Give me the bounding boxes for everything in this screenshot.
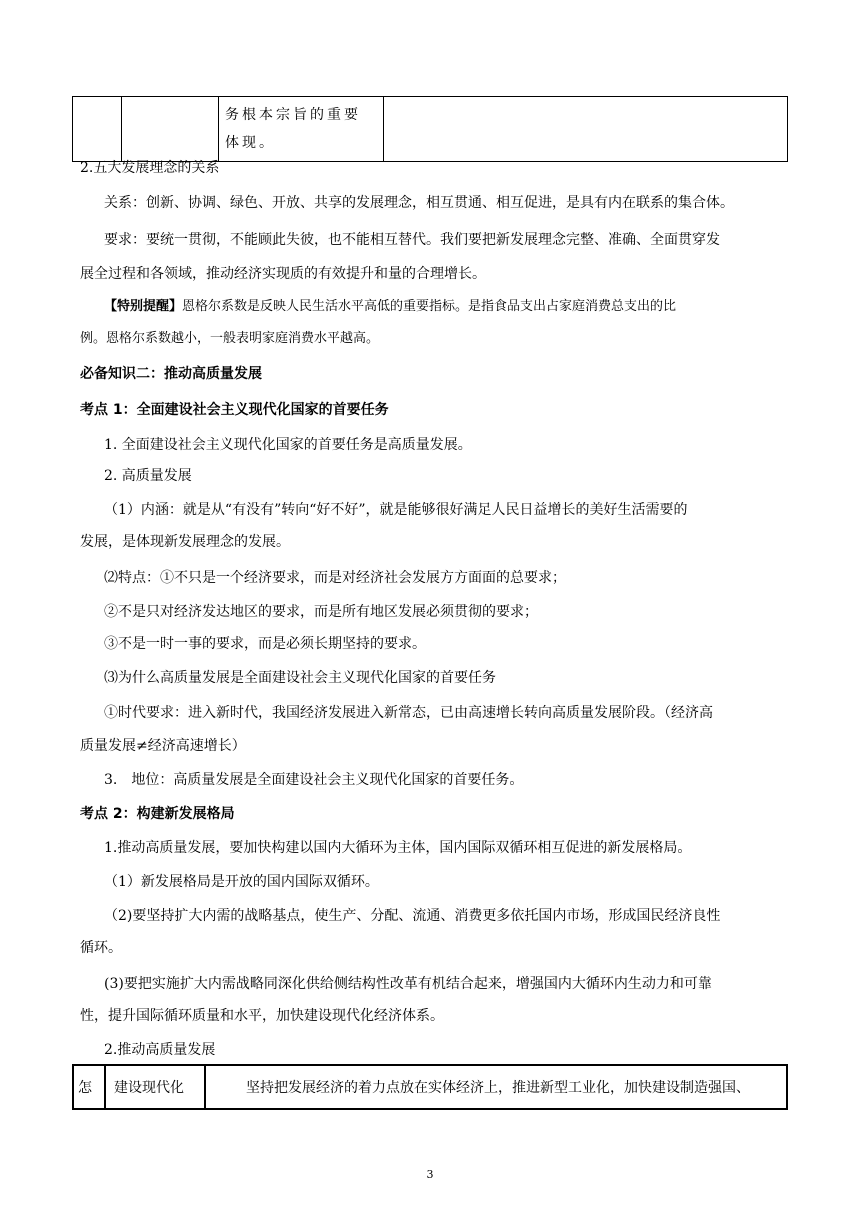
relation-text: 关系：创新、协调、绿色、开放、共享的发展理念，相互贯通、相互促进，是具有内在联系的集合体。 <box>104 195 734 211</box>
bottom-table <box>72 1064 788 1110</box>
top-table-cell-3: 务根本宗旨的重要体现。 <box>219 97 384 162</box>
kp2-sub-2-line-1: （2)要坚持扩大内需的战略基点，使生产、分配、流通、消费更多依托国内市场，形成国民经济良性 <box>104 908 721 924</box>
kp2-sub-3-line-2: 性，提升国际循环质量和水平，加快建设现代化经济体系。 <box>80 1008 444 1024</box>
connotation-line-1: （1）内涵：就是从“有没有”转向“好不好”，就是能够很好满足人民日益增长的美好生活需要的 <box>104 502 688 518</box>
kp2-item-2: 2.推动高质量发展 <box>104 1042 216 1058</box>
features-2: ②不是只对经济发达地区的要求，而是所有地区发展必须贯彻的要求； <box>104 604 538 620</box>
status-text: 3. 地位：高质量发展是全面建设社会主义现代化国家的首要任务。 <box>104 772 524 788</box>
key-point-2-title: 考点 2：构建新发展格局 <box>80 806 235 822</box>
requirement-line-1: 要求：要统一贯彻，不能顾此失彼，也不能相互替代。我们要把新发展理念完整、准确、全面贯穿发 <box>104 232 720 248</box>
special-tip-line-2: 例。恩格尔系数越小，一般表明家庭消费水平越高。 <box>80 331 380 346</box>
kp2-sub-1: （1）新发展格局是开放的国内国际双循环。 <box>104 874 379 890</box>
kp2-sub-2-line-2: 循环。 <box>80 940 122 956</box>
features-1: ⑵特点：①不只是一个经济要求，而是对经济社会发展方方面面的总要求； <box>104 570 566 586</box>
requirement-line-2: 展全过程和各领域，推动经济实现质的有效提升和量的合理增长。 <box>80 266 486 282</box>
kp1-item-2: 2. 高质量发展 <box>104 468 192 484</box>
top-table-cell-2 <box>122 97 219 162</box>
special-tip-text: 恩格尔系数是反映人民生活水平高低的重要指标。是指食品支出占家庭消费总支出的比 <box>182 299 677 314</box>
kp2-sub-3-line-1: (3)要把实施扩大内需战略同深化供给侧结构性改革有机结合起来，增强国内大循环内生动力和可靠 <box>104 976 712 992</box>
section-2-title: 2.五大发展理念的关系 <box>80 160 220 176</box>
kp1-item-1: 1. 全面建设社会主义现代化国家的首要任务是高质量发展。 <box>104 437 472 453</box>
top-table <box>72 96 788 162</box>
why-1-line-1: ①时代要求：进入新时代，我国经济发展进入新常态，已由高速增长转向高质量发展阶段。（经济高 <box>104 705 713 721</box>
key-point-1-title: 考点 1：全面建设社会主义现代化国家的首要任务 <box>80 402 389 418</box>
why-title: ⑶为什么高质量发展是全面建设社会主义现代化国家的首要任务 <box>104 670 496 686</box>
knowledge-2-title: 必备知识二：推动高质量发展 <box>80 366 262 382</box>
why-1-line-2: 质量发展≠经济高速增长） <box>80 738 246 754</box>
special-tip-label: 【特别提醒】 <box>104 299 183 314</box>
bottom-table-cell-2: 建设现代化 <box>105 1065 205 1109</box>
page-number: 3 <box>426 1168 434 1181</box>
special-tip-line-1 <box>104 293 790 321</box>
bottom-table-cell-1: 怎 <box>73 1065 105 1109</box>
features-3: ③不是一时一事的要求，而是必须长期坚持的要求。 <box>104 636 426 652</box>
connotation-line-2: 发展，是体现新发展理念的发展。 <box>80 534 290 550</box>
top-table-cell-4 <box>384 97 788 162</box>
kp2-item-1: 1.推动高质量发展，要加快构建以国内大循环为主体，国内国际双循环相互促进的新发展格局。 <box>104 840 692 856</box>
top-table-cell-1 <box>73 97 122 162</box>
bottom-table-cell-3: 坚持把发展经济的着力点放在实体经济上，推进新型工业化，加快建设制造强国、 <box>205 1065 787 1109</box>
